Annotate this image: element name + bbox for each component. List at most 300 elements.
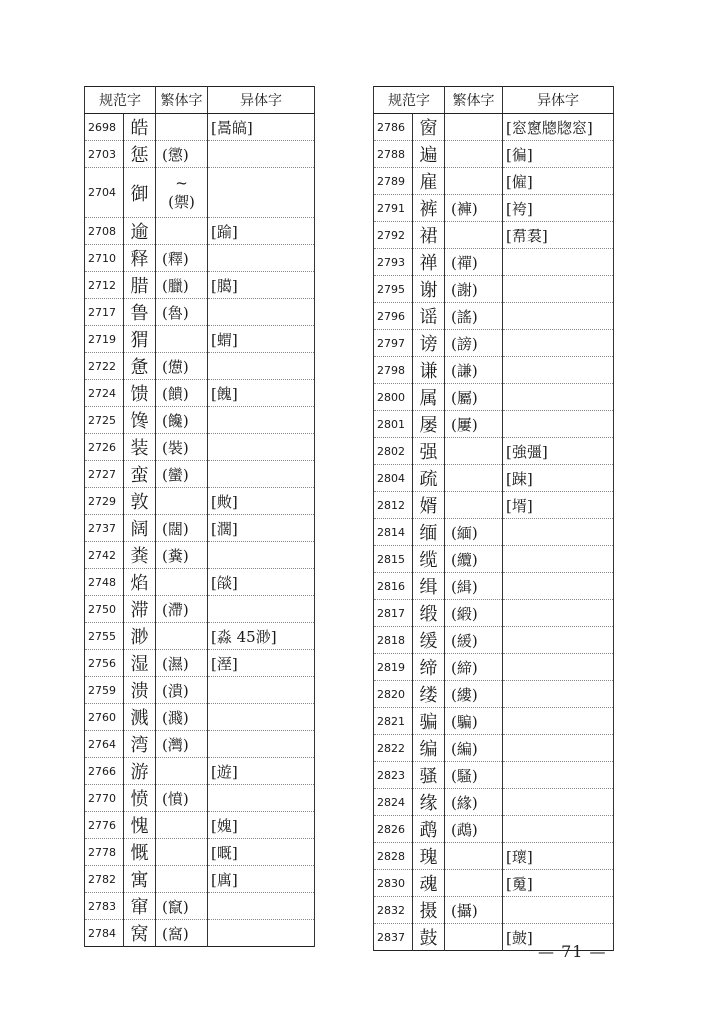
table-row <box>85 380 315 407</box>
standard-character: 缎 <box>413 600 445 627</box>
standard-character: 屡 <box>413 411 445 438</box>
variant-characters: [嘅] <box>208 839 315 866</box>
entry-number: 2703 <box>85 141 124 168</box>
table-row <box>85 785 315 812</box>
variant-characters: [踰] <box>208 218 315 245</box>
table-row <box>374 465 614 492</box>
traditional-character: (糞) <box>156 542 208 569</box>
standard-character: 缓 <box>413 627 445 654</box>
entry-number: 2816 <box>374 573 413 600</box>
table-row <box>374 249 614 276</box>
table-row <box>85 515 315 542</box>
entry-number: 2817 <box>374 600 413 627</box>
variant-characters: [僱] <box>503 168 614 195</box>
entry-number: 2801 <box>374 411 413 438</box>
traditional-character: (憤) <box>156 785 208 812</box>
traditional-character <box>156 488 208 515</box>
table-row <box>85 596 315 623</box>
standard-character: 鲁 <box>124 299 156 326</box>
entry-number: 2792 <box>374 222 413 249</box>
traditional-character <box>445 168 503 195</box>
variant-characters <box>503 654 614 681</box>
entry-number: 2776 <box>85 812 124 839</box>
table-row <box>374 897 614 924</box>
variant-characters <box>503 789 614 816</box>
standard-character: 窗 <box>413 114 445 141</box>
entry-number: 2722 <box>85 353 124 380</box>
traditional-character: (裝) <box>156 434 208 461</box>
entry-number: 2756 <box>85 650 124 677</box>
standard-character: 编 <box>413 735 445 762</box>
standard-character: 禅 <box>413 249 445 276</box>
standard-character: 谤 <box>413 330 445 357</box>
traditional-character: (鵡) <box>445 816 503 843</box>
traditional-character: (懲) <box>156 141 208 168</box>
entry-number: 2759 <box>85 677 124 704</box>
entry-number: 2830 <box>374 870 413 897</box>
variant-characters: [徧] <box>503 141 614 168</box>
variant-characters: [餽] <box>208 380 315 407</box>
table-row <box>85 893 315 920</box>
table-row <box>374 789 614 816</box>
standard-character: 缘 <box>413 789 445 816</box>
entry-number: 2824 <box>374 789 413 816</box>
traditional-character: (謠) <box>445 303 503 330</box>
variant-characters: [袴] <box>503 195 614 222</box>
table-row <box>85 434 315 461</box>
standard-character: 蛮 <box>124 461 156 488</box>
entry-number: 2818 <box>374 627 413 654</box>
variant-characters <box>503 600 614 627</box>
traditional-character <box>156 812 208 839</box>
traditional-character <box>156 866 208 893</box>
standard-character: 谣 <box>413 303 445 330</box>
entry-number: 2821 <box>374 708 413 735</box>
table-row <box>374 384 614 411</box>
entry-number: 2828 <box>374 843 413 870</box>
standard-character: 魂 <box>413 870 445 897</box>
standard-character: 渺 <box>124 623 156 650</box>
variant-characters <box>208 434 315 461</box>
traditional-character: (謗) <box>445 330 503 357</box>
table-row <box>374 627 614 654</box>
traditional-character: (濺) <box>156 704 208 731</box>
standard-character: 皓 <box>124 114 156 141</box>
variant-characters <box>503 411 614 438</box>
entry-number: 2737 <box>85 515 124 542</box>
standard-character: 惩 <box>124 141 156 168</box>
variant-characters <box>503 627 614 654</box>
entry-number: 2782 <box>85 866 124 893</box>
table-row <box>85 461 315 488</box>
entry-number: 2778 <box>85 839 124 866</box>
traditional-character: (窩) <box>156 920 208 947</box>
entry-number: 2712 <box>85 272 124 299</box>
table-row <box>374 330 614 357</box>
header-traditional: 繁体字 <box>156 87 208 114</box>
table-row <box>374 492 614 519</box>
table-row <box>374 276 614 303</box>
entry-number: 2764 <box>85 731 124 758</box>
table-row <box>85 488 315 515</box>
traditional-character: (禪) <box>445 249 503 276</box>
traditional-character: (臘) <box>156 272 208 299</box>
entry-number: 2793 <box>374 249 413 276</box>
entry-number: 2837 <box>374 924 413 951</box>
standard-character: 滞 <box>124 596 156 623</box>
table-row <box>85 677 315 704</box>
standard-character: 属 <box>413 384 445 411</box>
traditional-character <box>156 839 208 866</box>
traditional-character <box>156 569 208 596</box>
variant-characters: [暠皜] <box>208 114 315 141</box>
table-row <box>85 542 315 569</box>
variant-characters: [䰟] <box>503 870 614 897</box>
standard-character: 游 <box>124 758 156 785</box>
table-row <box>85 272 315 299</box>
table-row <box>374 762 614 789</box>
traditional-character: (潰) <box>156 677 208 704</box>
entry-number: 2819 <box>374 654 413 681</box>
traditional-character: (纜) <box>445 546 503 573</box>
standard-character: 猬 <box>124 326 156 353</box>
table-row <box>374 411 614 438</box>
standard-character: 馋 <box>124 407 156 434</box>
variant-characters: [淼 45渺] <box>208 623 315 650</box>
standard-character: 婿 <box>413 492 445 519</box>
entry-number: 2788 <box>374 141 413 168</box>
entry-number: 2727 <box>85 461 124 488</box>
standard-character: 敦 <box>124 488 156 515</box>
standard-character: 骗 <box>413 708 445 735</box>
variant-characters: [皷] <box>503 924 614 951</box>
variant-characters <box>208 677 315 704</box>
entry-number: 2717 <box>85 299 124 326</box>
entry-number: 2755 <box>85 623 124 650</box>
entry-number: 2750 <box>85 596 124 623</box>
standard-character: 谢 <box>413 276 445 303</box>
traditional-character <box>156 326 208 353</box>
table-row <box>85 299 315 326</box>
header-standard: 规范字 <box>374 87 445 114</box>
table-row <box>374 168 614 195</box>
right-table-body <box>374 114 614 951</box>
table-header-row <box>85 87 315 114</box>
standard-character: 焰 <box>124 569 156 596</box>
table-row <box>374 303 614 330</box>
standard-character: 缕 <box>413 681 445 708</box>
traditional-character <box>156 623 208 650</box>
traditional-character: (編) <box>445 735 503 762</box>
entry-number: 2729 <box>85 488 124 515</box>
standard-character: 慨 <box>124 839 156 866</box>
traditional-character: (竄) <box>156 893 208 920</box>
entry-number: 2766 <box>85 758 124 785</box>
table-row <box>85 353 315 380</box>
traditional-character <box>445 924 503 951</box>
variant-characters: [燄] <box>208 569 315 596</box>
entry-number: 2698 <box>85 114 124 141</box>
table-row <box>85 218 315 245</box>
entry-number: 2726 <box>85 434 124 461</box>
traditional-character: (緞) <box>445 600 503 627</box>
standard-character: 惫 <box>124 353 156 380</box>
standard-character: 阔 <box>124 515 156 542</box>
table-row <box>85 731 315 758</box>
variant-characters <box>208 785 315 812</box>
table-row <box>374 708 614 735</box>
variant-characters <box>208 731 315 758</box>
standard-character: 鹉 <box>413 816 445 843</box>
entry-number: 2710 <box>85 245 124 272</box>
traditional-character: (蠻) <box>156 461 208 488</box>
standard-character: 摄 <box>413 897 445 924</box>
table-row <box>374 816 614 843</box>
traditional-character <box>156 758 208 785</box>
table-row <box>374 357 614 384</box>
entry-number: 2815 <box>374 546 413 573</box>
standard-character: 谦 <box>413 357 445 384</box>
variant-characters <box>503 276 614 303</box>
table-row <box>85 623 315 650</box>
variant-characters: [媿] <box>208 812 315 839</box>
table-row <box>374 195 614 222</box>
standard-character: 遍 <box>413 141 445 168</box>
table-row <box>85 920 315 947</box>
entry-number: 2719 <box>85 326 124 353</box>
traditional-character: (緬) <box>445 519 503 546</box>
entry-number: 2826 <box>374 816 413 843</box>
traditional-character: (屬) <box>445 384 503 411</box>
variant-characters <box>208 542 315 569</box>
variant-characters <box>503 735 614 762</box>
traditional-character: (攝) <box>445 897 503 924</box>
table-row <box>85 650 315 677</box>
entry-number: 2704 <box>85 168 124 218</box>
standard-character: 缆 <box>413 546 445 573</box>
standard-character: 逾 <box>124 218 156 245</box>
traditional-character <box>445 492 503 519</box>
table-row <box>374 141 614 168</box>
traditional-character: (緩) <box>445 627 503 654</box>
character-table-right <box>373 86 614 951</box>
traditional-character: (滯) <box>156 596 208 623</box>
variant-characters <box>503 384 614 411</box>
traditional-character <box>445 870 503 897</box>
traditional-character: (饋) <box>156 380 208 407</box>
variant-characters <box>503 330 614 357</box>
table-row <box>85 326 315 353</box>
header-traditional: 繁体字 <box>445 87 503 114</box>
traditional-character: ~ (禦) <box>156 168 208 218</box>
variant-characters <box>208 245 315 272</box>
variant-characters: [臈] <box>208 272 315 299</box>
standard-character: 缔 <box>413 654 445 681</box>
traditional-character <box>156 114 208 141</box>
character-table-left <box>84 86 315 947</box>
traditional-character: (褲) <box>445 195 503 222</box>
standard-character: 腊 <box>124 272 156 299</box>
traditional-character <box>445 438 503 465</box>
table-row <box>85 839 315 866</box>
variant-characters <box>503 762 614 789</box>
standard-character: 鼓 <box>413 924 445 951</box>
variant-characters <box>208 461 315 488</box>
variant-characters <box>208 893 315 920</box>
traditional-character <box>445 141 503 168</box>
table-row <box>85 812 315 839</box>
variant-characters <box>208 353 315 380</box>
table-row <box>374 870 614 897</box>
entry-number: 2725 <box>85 407 124 434</box>
entry-number: 2798 <box>374 357 413 384</box>
variant-characters: [蝟] <box>208 326 315 353</box>
table-row <box>374 573 614 600</box>
table-row <box>374 735 614 762</box>
standard-character: 释 <box>124 245 156 272</box>
standard-character: 粪 <box>124 542 156 569</box>
entry-number: 2820 <box>374 681 413 708</box>
traditional-character <box>156 218 208 245</box>
table-row <box>374 546 614 573</box>
standard-character: 愧 <box>124 812 156 839</box>
traditional-character: (濕) <box>156 650 208 677</box>
standard-character: 装 <box>124 434 156 461</box>
standard-character: 窝 <box>124 920 156 947</box>
variant-characters: [溼] <box>208 650 315 677</box>
standard-character: 缉 <box>413 573 445 600</box>
variant-characters <box>208 407 315 434</box>
entry-number: 2814 <box>374 519 413 546</box>
entry-number: 2786 <box>374 114 413 141</box>
variant-characters <box>208 704 315 731</box>
variant-characters <box>503 681 614 708</box>
traditional-character: (謙) <box>445 357 503 384</box>
standard-character: 馈 <box>124 380 156 407</box>
table-row <box>374 843 614 870</box>
standard-character: 溅 <box>124 704 156 731</box>
table-row <box>85 407 315 434</box>
variant-characters <box>503 546 614 573</box>
variant-characters <box>503 303 614 330</box>
entry-number: 2770 <box>85 785 124 812</box>
entry-number: 2791 <box>374 195 413 222</box>
table-row <box>374 114 614 141</box>
variant-characters <box>503 249 614 276</box>
traditional-character: (饞) <box>156 407 208 434</box>
table-row <box>374 681 614 708</box>
standard-character: 缅 <box>413 519 445 546</box>
standard-character: 愤 <box>124 785 156 812</box>
traditional-character: (魯) <box>156 299 208 326</box>
entry-number: 2795 <box>374 276 413 303</box>
standard-character: 强 <box>413 438 445 465</box>
variant-characters: [濶] <box>208 515 315 542</box>
variant-characters <box>208 168 315 218</box>
variant-characters <box>208 920 315 947</box>
traditional-character: (締) <box>445 654 503 681</box>
table-row <box>85 704 315 731</box>
traditional-character: (騷) <box>445 762 503 789</box>
traditional-character: (緝) <box>445 573 503 600</box>
standard-character: 湾 <box>124 731 156 758</box>
table-row <box>85 866 315 893</box>
table-row <box>374 654 614 681</box>
standard-character: 雇 <box>413 168 445 195</box>
table-row <box>85 245 315 272</box>
standard-character: 裤 <box>413 195 445 222</box>
table-row <box>374 519 614 546</box>
standard-character: 骚 <box>413 762 445 789</box>
variant-characters: [遊] <box>208 758 315 785</box>
entry-number: 2708 <box>85 218 124 245</box>
table-row <box>85 569 315 596</box>
traditional-character: (闊) <box>156 515 208 542</box>
entry-number: 2796 <box>374 303 413 330</box>
variant-characters: [強彊] <box>503 438 614 465</box>
variant-characters <box>208 141 315 168</box>
variant-characters: [踈] <box>503 465 614 492</box>
entry-number: 2822 <box>374 735 413 762</box>
table-row <box>85 168 315 218</box>
standard-character: 瑰 <box>413 843 445 870</box>
table-row <box>374 222 614 249</box>
variant-characters: [帬裠] <box>503 222 614 249</box>
standard-character: 溃 <box>124 677 156 704</box>
entry-number: 2724 <box>85 380 124 407</box>
traditional-character: (縷) <box>445 681 503 708</box>
standard-character: 裙 <box>413 222 445 249</box>
traditional-character: (釋) <box>156 245 208 272</box>
table-row <box>85 141 315 168</box>
left-table-body <box>85 114 315 947</box>
entry-number: 2832 <box>374 897 413 924</box>
variant-characters <box>503 357 614 384</box>
entry-number: 2742 <box>85 542 124 569</box>
header-standard: 规范字 <box>85 87 156 114</box>
entry-number: 2784 <box>85 920 124 947</box>
variant-characters: [庽] <box>208 866 315 893</box>
entry-number: 2823 <box>374 762 413 789</box>
traditional-character: (屢) <box>445 411 503 438</box>
table-row <box>374 438 614 465</box>
variant-characters <box>503 519 614 546</box>
standard-character: 窜 <box>124 893 156 920</box>
traditional-character <box>445 222 503 249</box>
entry-number: 2783 <box>85 893 124 920</box>
entry-number: 2789 <box>374 168 413 195</box>
entry-number: 2812 <box>374 492 413 519</box>
variant-characters <box>208 299 315 326</box>
traditional-character: (灣) <box>156 731 208 758</box>
traditional-character: (騙) <box>445 708 503 735</box>
header-variant: 异体字 <box>503 87 614 114</box>
page-number: — 71 — <box>538 942 607 961</box>
traditional-character: (憊) <box>156 353 208 380</box>
entry-number: 2802 <box>374 438 413 465</box>
standard-character: 湿 <box>124 650 156 677</box>
variant-characters: [敟] <box>208 488 315 515</box>
traditional-character <box>445 465 503 492</box>
entry-number: 2804 <box>374 465 413 492</box>
table-header-row <box>374 87 614 114</box>
variant-characters: [窓窻牕牎窓] <box>503 114 614 141</box>
variant-characters <box>503 816 614 843</box>
entry-number: 2800 <box>374 384 413 411</box>
standard-character: 寓 <box>124 866 156 893</box>
variant-characters: [壻] <box>503 492 614 519</box>
traditional-character: (謝) <box>445 276 503 303</box>
